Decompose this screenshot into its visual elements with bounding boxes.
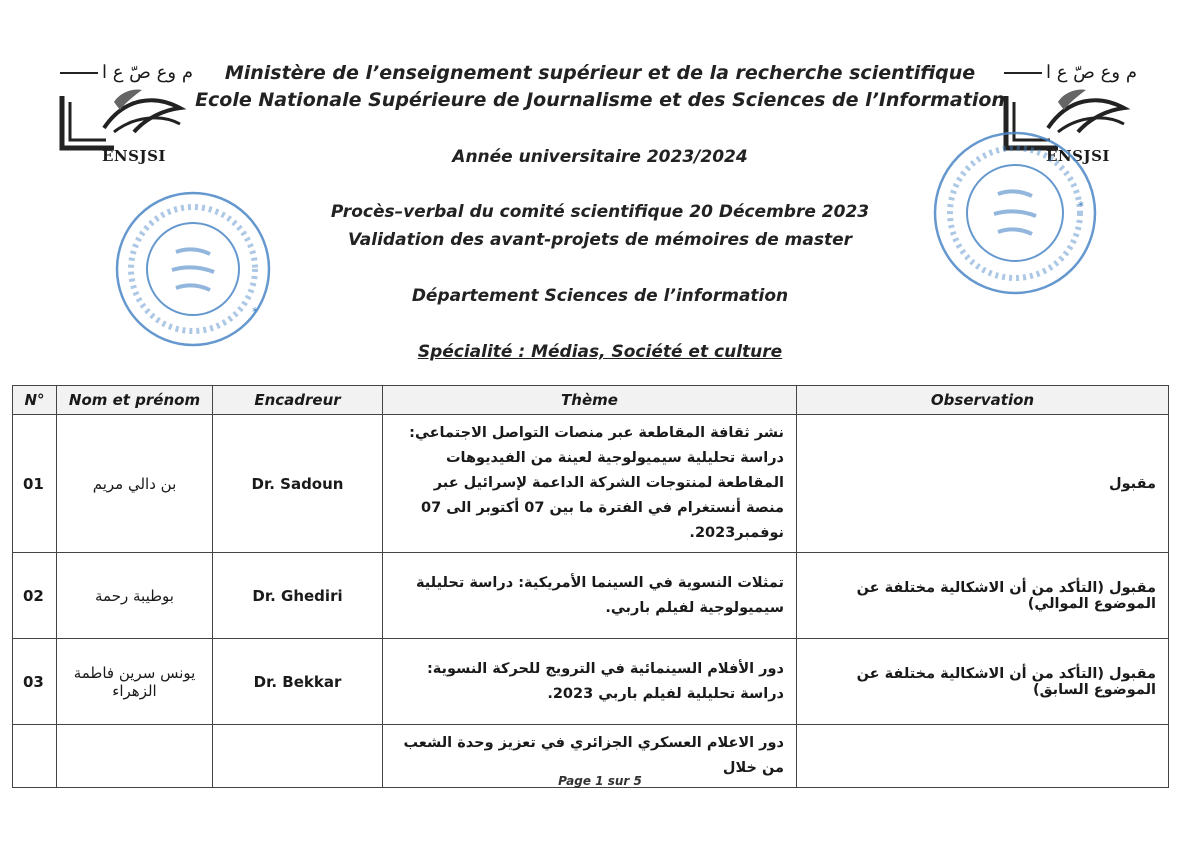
department-title: Département Sciences de l’information <box>411 286 789 306</box>
academic-year: Année universitaire 2023/2024 <box>452 147 748 167</box>
logo-arabic-mark: م وع صّ ع ا <box>60 62 193 83</box>
row-theme: تمثلات النسوية في السينما الأمريكية: دراسة تحليلية سيميولوجية لفيلم باربي. <box>383 553 797 639</box>
logo-ensjsi-text: ENSJSI <box>102 147 166 165</box>
specialite-title: Spécialité : Médias, Société et culture <box>417 342 783 362</box>
row-supervisor: Dr. Sadoun <box>213 415 383 553</box>
row-observation: مقبول <box>797 415 1169 553</box>
svg-text:*: * <box>1078 199 1084 213</box>
table-row <box>13 415 1169 553</box>
row-student-name: بوطيبة رحمة <box>57 553 213 639</box>
column-header-observation: Observation <box>797 386 1169 415</box>
row-theme: نشر ثقافة المقاطعة عبر منصات التواصل الاجتماعي: دراسة تحليلية سيميولوجية لعينة من الفيديوهات المقاطعة لمنتوجات الشركة الداعمة لإسرائيل عبر منصة أنستغرام في الفترة ما بين 07 أكتوبر الى 07 نوفمبر2023. <box>383 415 797 553</box>
row-supervisor: Dr. Bekkar <box>213 639 383 725</box>
row-num: 02 <box>13 553 57 639</box>
row-num: 01 <box>13 415 57 553</box>
row-observation: مقبول (التأكد من أن الاشكالية مختلفة عن الموضوع الموالي) <box>797 553 1169 639</box>
table-header-row <box>13 386 1169 415</box>
ministry-title: Ministère de l’enseignement supérieur et de la recherche scientifique <box>224 62 976 84</box>
row-student-name: بن دالي مريم <box>57 415 213 553</box>
logo-ensjsi-text: ENSJSI <box>1046 147 1110 165</box>
row-observation: مقبول (التأكد من أن الاشكالية مختلفة عن الموضوع السابق) <box>797 639 1169 725</box>
column-header-name: Nom et prénom <box>57 386 213 415</box>
column-header-supervisor: Encadreur <box>213 386 383 415</box>
row-theme: دور الأفلام السينمائية في الترويج للحركة النسوية: دراسة تحليلية لفيلم باربي 2023. <box>383 639 797 725</box>
row-num: 03 <box>13 639 57 725</box>
row-supervisor: Dr. Ghediri <box>213 553 383 639</box>
logo-arabic-mark: م وع صّ ع ا <box>1004 62 1137 83</box>
svg-text:*: * <box>252 305 258 319</box>
row-theme: دور الاعلام العسكري الجزائري في تعزيز وحدة الشعب من خلال <box>383 725 797 788</box>
column-header-theme: Thème <box>383 386 797 415</box>
pv-title: Procès–verbal du comité scientifique 20 Décembre 2023 <box>330 202 870 222</box>
pv-subtitle: Validation des avant-projets de mémoires de master <box>347 230 853 250</box>
page-number: Page 1 sur 5 <box>558 774 642 788</box>
row-student-name: يونس سرين فاطمة الزهراء <box>57 639 213 725</box>
table-row <box>13 639 1169 725</box>
school-title: Ecole Nationale Supérieure de Journalisme et des Sciences de l’Information <box>195 89 1005 111</box>
projects-table <box>12 385 1169 788</box>
column-header-num: N° <box>13 386 57 415</box>
table-row <box>13 553 1169 639</box>
